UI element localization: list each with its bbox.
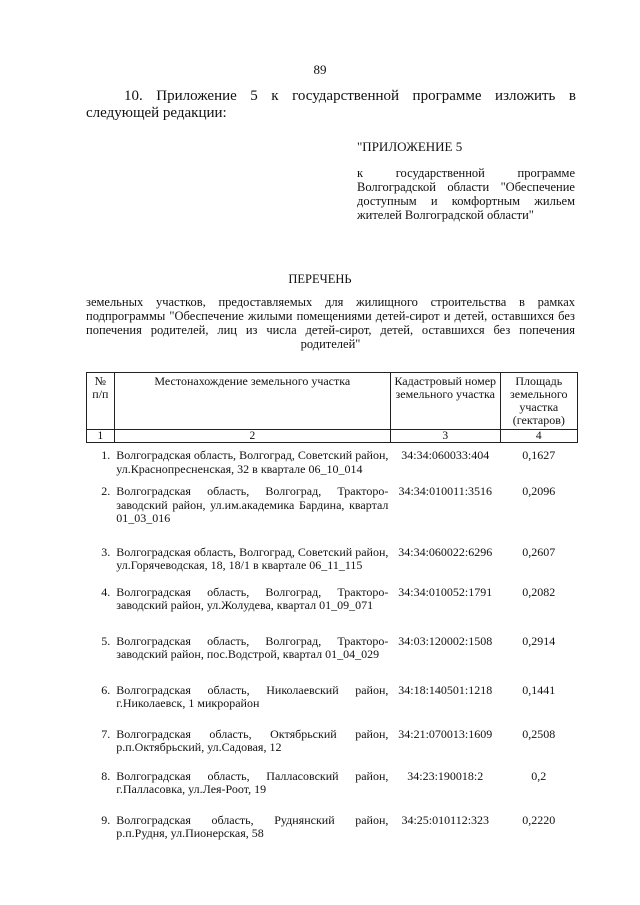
row-cadastral-number: 34:21:070013:1609 bbox=[398, 726, 493, 741]
row-number: 9. bbox=[101, 812, 111, 827]
table-row bbox=[87, 635, 578, 684]
row-area: 0,2220 bbox=[522, 812, 556, 827]
row-area: 0,2607 bbox=[522, 544, 556, 559]
row-number: 1. bbox=[101, 448, 111, 462]
row-number: 6. bbox=[101, 682, 111, 697]
row-address: Волгоградская область, Волгоград, Советский район, ул.Горячеводская, 18, 18/1 в квартале 06_11_115 bbox=[116, 544, 389, 572]
row-address: Волгоградская область, Волгоград, Тракторо-заводский район, ул.Жолудева, квартал 01_09_071 bbox=[116, 584, 389, 612]
page-number: 89 bbox=[313, 62, 327, 77]
row-area: 0,1627 bbox=[522, 448, 556, 462]
appendix-title: "ПРИЛОЖЕНИЕ 5 bbox=[357, 139, 463, 154]
appendix-body: к государственной программе Волгоградской области "Обеспечение доступным и комфортным жильем жителей Волгоградской области" bbox=[357, 166, 575, 222]
row-address: Волгоградская область, Палласовский район, г.Палласовка, ул.Лея-Роот, 19 bbox=[116, 768, 389, 796]
row-area: 0,1441 bbox=[522, 682, 556, 697]
row-area: 0,2096 bbox=[522, 484, 556, 498]
header-number: № п/п bbox=[87, 373, 115, 430]
row-area: 0,2082 bbox=[522, 584, 556, 599]
intro-text: 10. Приложение 5 к государственной программе изложить в следующей редакции: bbox=[86, 88, 576, 121]
row-address: Волгоградская область, Волгоград, Тракторо-заводский район, ул.им.академика Бардина, квартал 01_03_016 bbox=[116, 484, 389, 525]
header-location: Местонахождение земельного участка bbox=[114, 373, 390, 430]
row-address: Волгоградская область, Октябрьский район, р.п.Октябрьский, ул.Садовая, 12 bbox=[116, 726, 389, 754]
appendix-header bbox=[357, 140, 575, 222]
row-cadastral-number: 34:34:060033:404 bbox=[401, 448, 490, 462]
table-row bbox=[87, 443, 578, 486]
table-header-row bbox=[87, 373, 578, 430]
row-address: Волгоградская область, Руднянский район, р.п.Рудня, ул.Пионерская, 58 bbox=[116, 812, 389, 840]
row-area: 0,2508 bbox=[522, 726, 556, 741]
row-cadastral-number: 34:25:010112:323 bbox=[401, 812, 490, 827]
table-body bbox=[87, 443, 578, 841]
row-number: 4. bbox=[101, 584, 111, 599]
table-row bbox=[87, 770, 578, 814]
index-cell: 4 bbox=[500, 430, 577, 443]
row-cadastral-number: 34:34:060022:6296 bbox=[398, 544, 493, 559]
row-cadastral-number: 34:34:010052:1791 bbox=[398, 584, 493, 599]
row-number: 8. bbox=[101, 768, 111, 783]
row-cadastral-number: 34:03:120002:1508 bbox=[398, 633, 493, 648]
row-area: 0,2914 bbox=[522, 633, 556, 648]
table-row bbox=[87, 586, 578, 635]
table-row bbox=[87, 485, 578, 546]
table-index-row bbox=[87, 430, 578, 443]
table-row bbox=[87, 728, 578, 770]
land-plots-table bbox=[86, 372, 578, 841]
table-row bbox=[87, 546, 578, 586]
table-row bbox=[87, 814, 578, 841]
header-area: Площадь земельного участка (гектаров) bbox=[500, 373, 577, 430]
list-title: ПЕРЕЧЕНЬ bbox=[288, 272, 352, 286]
row-address: Волгоградская область, Волгоград, Тракторо-заводский район, пос.Водстрой, квартал 01_04_029 bbox=[116, 633, 389, 661]
row-address: Волгоградская область, Николаевский район, г.Николаевск, 1 микрорайон bbox=[116, 682, 389, 710]
row-number: 5. bbox=[101, 633, 111, 648]
row-number: 3. bbox=[101, 544, 111, 559]
row-cadastral-number: 34:34:010011:3516 bbox=[398, 484, 493, 498]
table-row bbox=[87, 684, 578, 728]
row-number: 7. bbox=[101, 726, 111, 741]
list-subtitle: земельных участков, предоставляемых для жилищного строительства в рамках подпрограммы "Обеспечение жилыми помещениями детей-сирот и детей, оставшихся без попечения родителей, лиц из числа детей-сирот, детей, оставшихся без попечения родителей" bbox=[86, 295, 575, 351]
row-number: 2. bbox=[101, 484, 111, 498]
row-address: Волгоградская область, Волгоград, Советский район, ул.Краснопресненская, 32 в квартале 06_10_014 bbox=[116, 448, 389, 476]
row-cadastral-number: 34:23:190018:2 bbox=[407, 768, 484, 783]
index-cell: 3 bbox=[390, 430, 500, 443]
row-area: 0,2 bbox=[531, 768, 547, 783]
index-cell: 1 bbox=[87, 430, 115, 443]
intro-paragraph bbox=[86, 88, 576, 122]
row-cadastral-number: 34:18:140501:1218 bbox=[398, 682, 493, 697]
header-cadastral: Кадастровый номер земельного участка bbox=[390, 373, 500, 430]
index-cell: 2 bbox=[114, 430, 390, 443]
